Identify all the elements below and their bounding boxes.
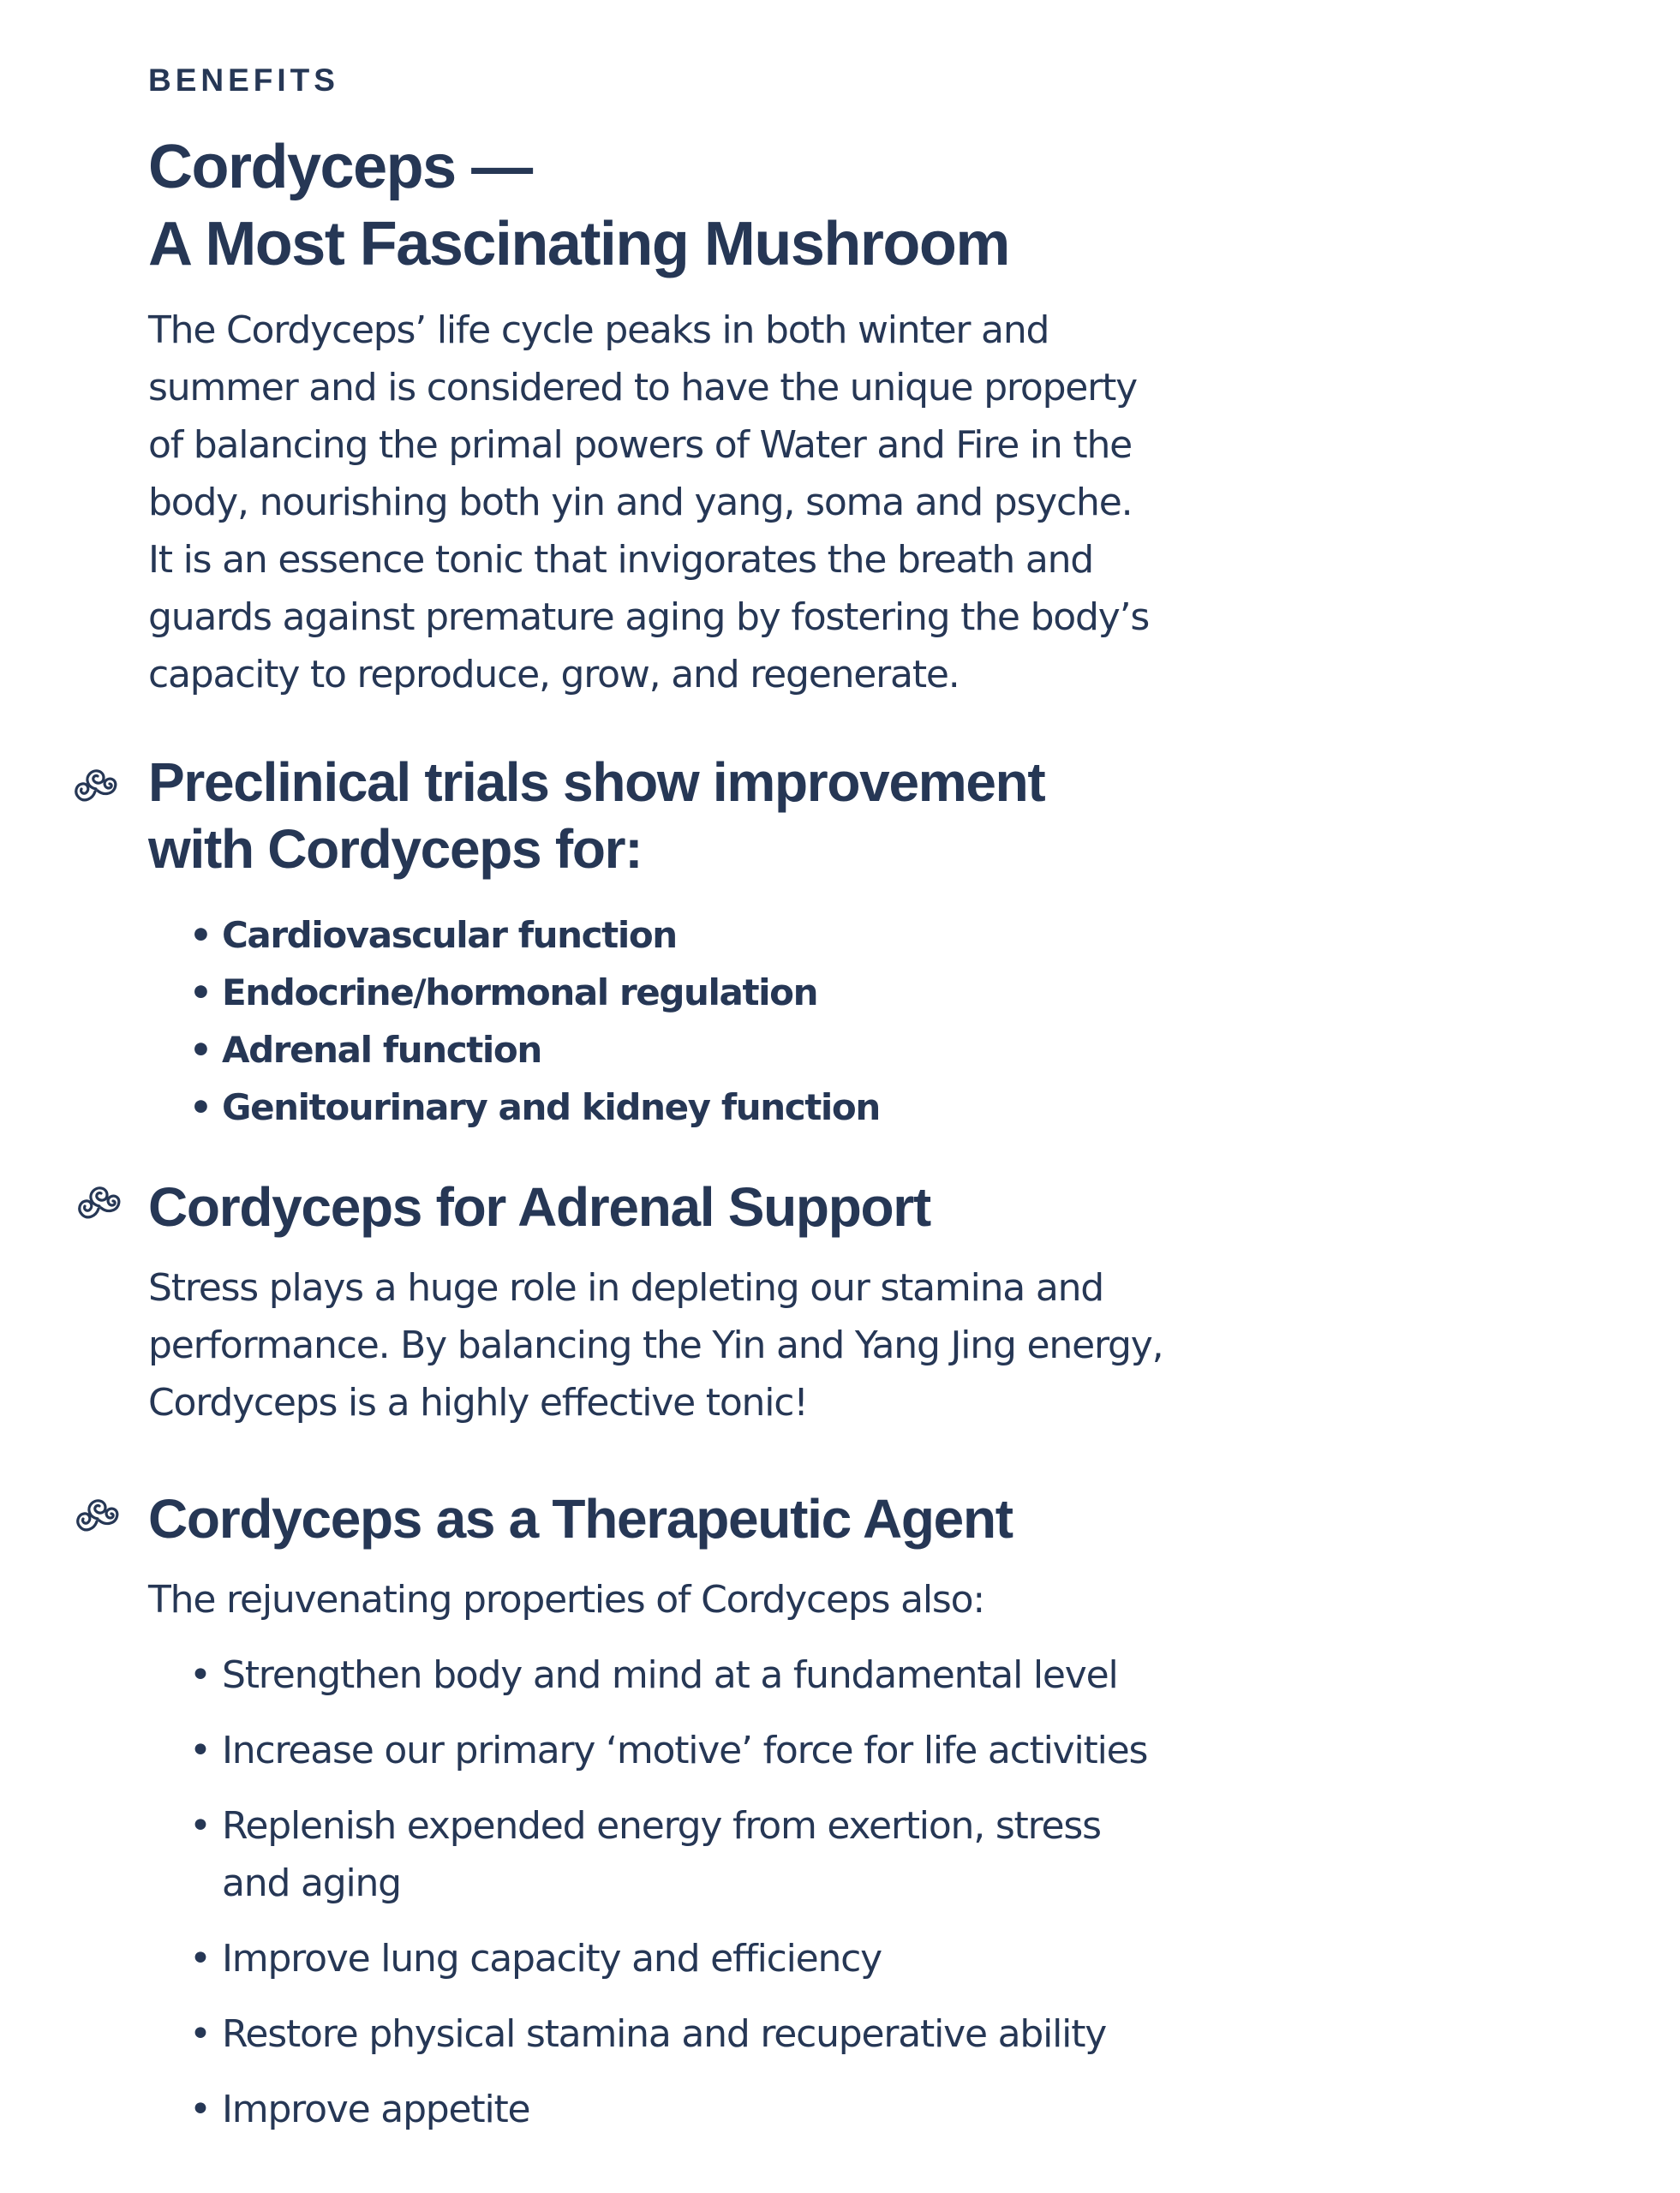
page-title-line-2: A Most Fascinating Mushroom bbox=[148, 210, 1009, 278]
list-item bbox=[148, 906, 880, 964]
bullet-dot-icon: • bbox=[189, 2088, 211, 2131]
paragraph-line: performance. By balancing the Yin and Yang Jing energy, bbox=[148, 1324, 1163, 1367]
triple-spiral-icon bbox=[69, 762, 123, 817]
list-item bbox=[148, 2005, 1147, 2063]
list-item-text: Restore physical stamina and recuperative ability bbox=[222, 2012, 1107, 2056]
paragraph-line: Stress plays a huge role in depleting our stamina and bbox=[148, 1266, 1104, 1310]
therapeutic-intro bbox=[148, 1571, 1176, 1628]
list-item-text: Improve lung capacity and efficiency bbox=[222, 1937, 882, 1981]
bullet-dot-icon: • bbox=[189, 1804, 211, 1848]
intro-line: guards against premature aging by fostering the body’s bbox=[148, 595, 1150, 639]
list-item bbox=[148, 964, 880, 1021]
list-item bbox=[148, 1646, 1147, 1704]
list-item-text: Increase our primary ‘motive’ force for life activities bbox=[222, 1729, 1148, 1772]
bullet-dot-icon: • bbox=[189, 914, 212, 956]
intro-paragraph bbox=[148, 302, 1202, 703]
list-item bbox=[148, 1722, 1147, 1779]
section-eyebrow: BENEFITS bbox=[148, 63, 339, 98]
paragraph-line: The rejuvenating properties of Cordyceps also: bbox=[148, 1578, 984, 1622]
list-item-text: Endocrine/hormonal regulation bbox=[222, 971, 818, 1013]
adrenal-paragraph bbox=[148, 1259, 1228, 1431]
intro-line: capacity to reproduce, grow, and regenerate. bbox=[148, 653, 960, 696]
list-item-text: Cardiovascular function bbox=[222, 914, 677, 956]
bullet-dot-icon: • bbox=[189, 1029, 212, 1071]
intro-line: The Cordyceps’ life cycle peaks in both winter and bbox=[148, 308, 1049, 352]
section-heading-adrenal: Cordyceps for Adrenal Support bbox=[148, 1176, 930, 1238]
intro-line: summer and is considered to have the unique property bbox=[148, 366, 1137, 409]
list-item bbox=[148, 1930, 1147, 1987]
page-title bbox=[148, 128, 1262, 283]
list-item-text: Adrenal function bbox=[222, 1029, 541, 1071]
bullet-dot-icon: • bbox=[189, 1086, 212, 1128]
bullet-dot-icon: • bbox=[189, 971, 212, 1013]
list-item bbox=[148, 1797, 1147, 1912]
bullet-dot-icon: • bbox=[189, 1653, 211, 1697]
page-title-line-1: Cordyceps — bbox=[148, 133, 532, 201]
list-item-text: and aging bbox=[222, 1861, 401, 1905]
intro-line: of balancing the primal powers of Water and Fire in the bbox=[148, 423, 1132, 467]
list-item-text: Strengthen body and mind at a fundamental level bbox=[222, 1653, 1118, 1697]
list-item bbox=[148, 1079, 880, 1136]
list-item-text: Replenish expended energy from exertion, stress bbox=[222, 1804, 1101, 1848]
section-heading-preclinical bbox=[148, 749, 1044, 882]
intro-line: It is an essence tonic that invigorates the breath and bbox=[148, 538, 1094, 582]
section-heading-therapeutic: Cordyceps as a Therapeutic Agent bbox=[148, 1488, 1013, 1550]
triple-spiral-icon bbox=[72, 1180, 127, 1234]
intro-line: body, nourishing both yin and yang, soma and psyche. bbox=[148, 481, 1133, 524]
section-heading-line: Preclinical trials show improvement bbox=[148, 751, 1045, 813]
list-item-text: Genitourinary and kidney function bbox=[222, 1086, 880, 1128]
bullet-dot-icon: • bbox=[189, 1937, 211, 1981]
triple-spiral-icon bbox=[70, 1492, 125, 1547]
list-item bbox=[148, 2081, 1147, 2138]
section-heading-line: with Cordyceps for: bbox=[148, 818, 643, 880]
list-item bbox=[148, 1021, 880, 1079]
therapeutic-list bbox=[148, 1646, 1147, 2156]
paragraph-line: Cordyceps is a highly effective tonic! bbox=[148, 1381, 808, 1425]
list-item-text: Improve appetite bbox=[222, 2088, 530, 2131]
preclinical-list bbox=[148, 906, 880, 1136]
bullet-dot-icon: • bbox=[189, 2012, 211, 2056]
bullet-dot-icon: • bbox=[189, 1729, 211, 1772]
